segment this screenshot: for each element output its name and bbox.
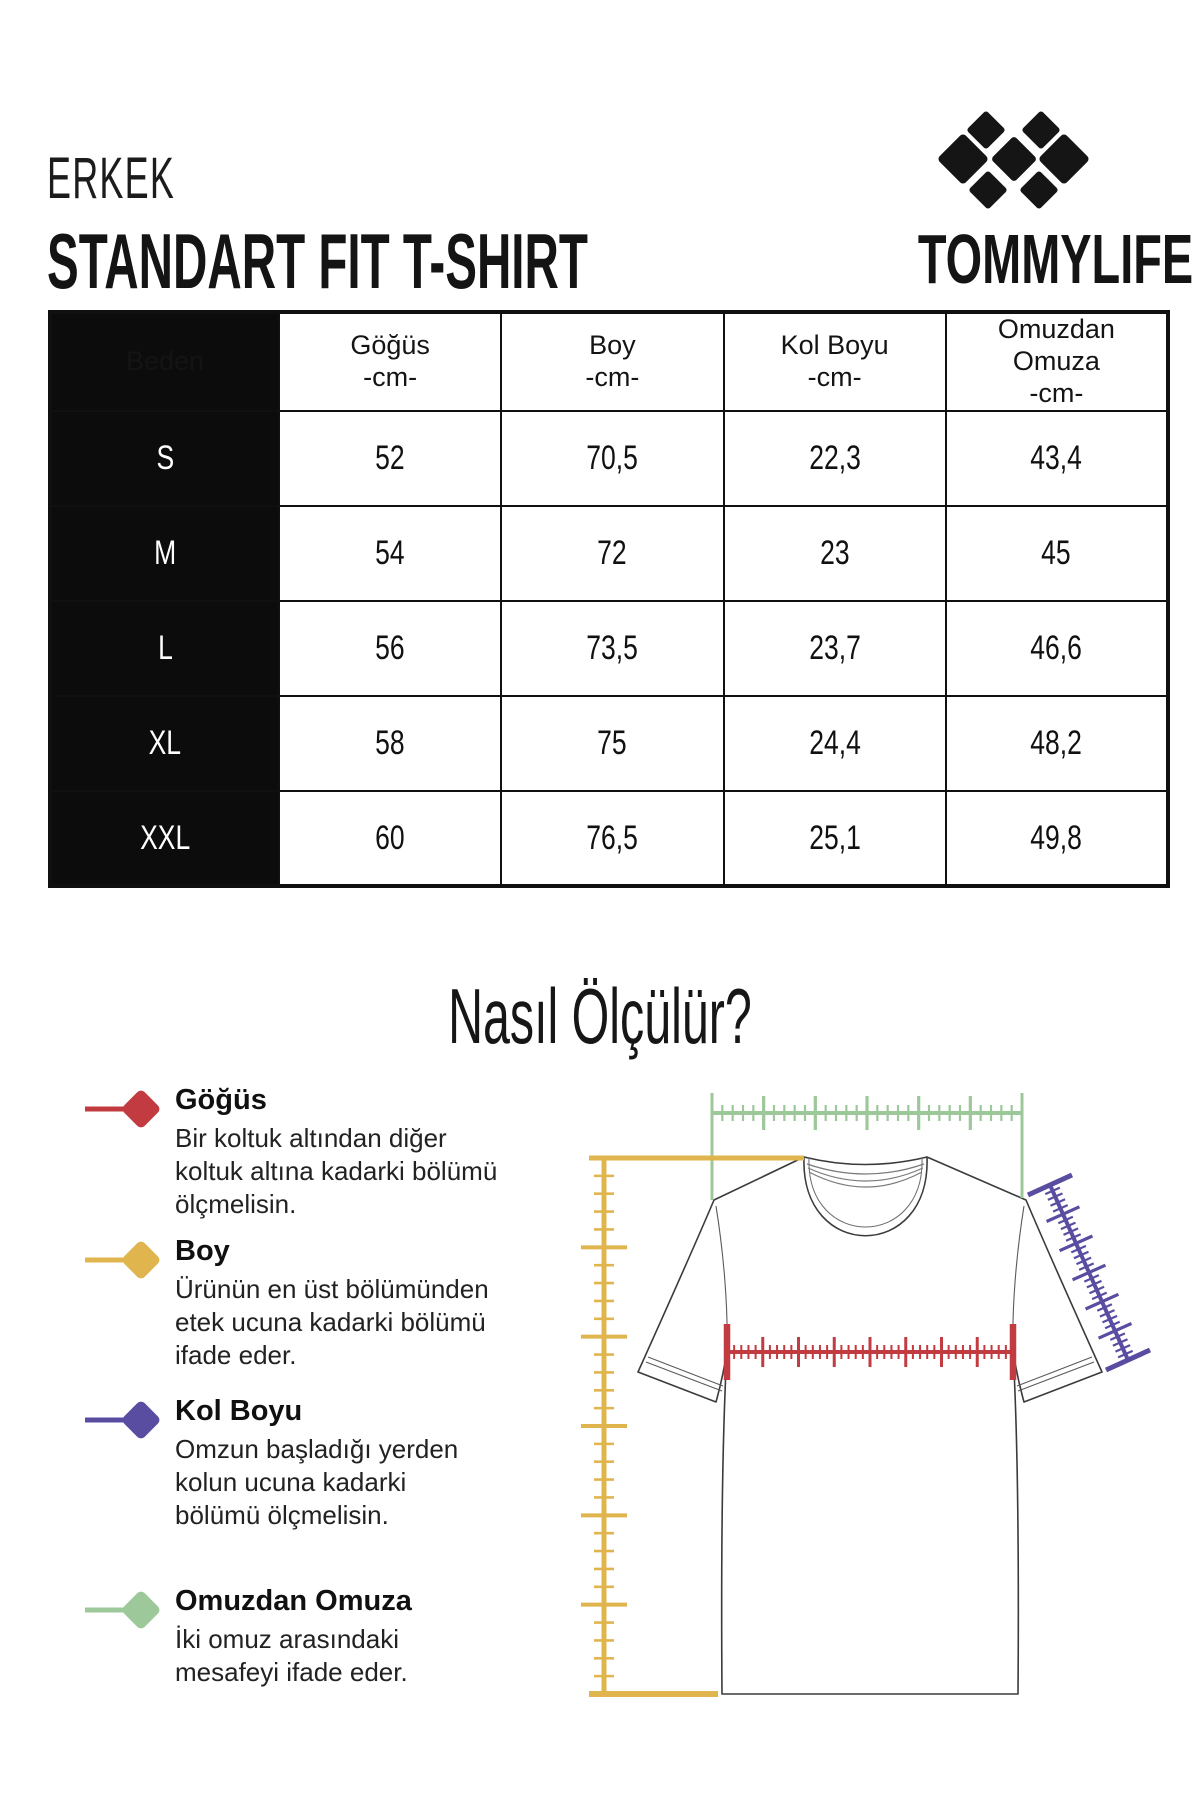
legend-title: Omuzdan Omuza xyxy=(175,1585,412,1617)
size-table xyxy=(48,310,1170,888)
legend-description: Ürünün en üst bölümünden etek ucuna kadarki bölümü ifade eder. xyxy=(175,1273,489,1371)
tshirt-outline xyxy=(638,1157,1102,1694)
legend-description: Omzun başladığı yerden kolun ucuna kadarki bölümü ölçmelisin. xyxy=(175,1433,459,1531)
table-row xyxy=(50,411,1168,506)
table-cell: 72 xyxy=(501,506,723,601)
table-row xyxy=(50,791,1168,886)
page-title: STANDART FIT T-SHIRT xyxy=(47,217,588,305)
table-row xyxy=(50,601,1168,696)
legend-item-boy xyxy=(85,1236,545,1373)
column-header: Boy -cm- xyxy=(501,312,723,411)
size-label: XL xyxy=(50,696,279,791)
table-cell: 76,5 xyxy=(501,791,723,886)
size-label: M xyxy=(50,506,279,601)
legend-description: Bir koltuk altından diğer koltuk altına kadarki bölümü ölçmelisin. xyxy=(175,1122,498,1220)
column-header: Göğüs -cm- xyxy=(279,312,501,411)
table-cell: 23,7 xyxy=(724,601,946,696)
column-header: Omuzdan Omuza -cm- xyxy=(946,312,1168,411)
boy-diamond-icon xyxy=(85,1234,165,1286)
legend-item-gogus xyxy=(85,1085,545,1222)
table-cell: 54 xyxy=(279,506,501,601)
table-cell: 25,1 xyxy=(724,791,946,886)
kol-boyu-diamond-icon xyxy=(85,1394,165,1446)
table-cell: 22,3 xyxy=(724,411,946,506)
table-cell: 43,4 xyxy=(946,411,1168,506)
tshirt-measure-diagram xyxy=(540,1050,1200,1760)
size-label: S xyxy=(50,411,279,506)
table-row xyxy=(50,696,1168,791)
size-label: L xyxy=(50,601,279,696)
table-cell: 24,4 xyxy=(724,696,946,791)
table-cell: 48,2 xyxy=(946,696,1168,791)
table-cell: 60 xyxy=(279,791,501,886)
table-cell: 73,5 xyxy=(501,601,723,696)
table-cell: 52 xyxy=(279,411,501,506)
brand-logo xyxy=(870,100,1194,298)
column-header-beden: Beden xyxy=(50,312,279,411)
table-cell: 75 xyxy=(501,696,723,791)
table-row xyxy=(50,506,1168,601)
legend-title: Boy xyxy=(175,1235,230,1267)
table-cell: 58 xyxy=(279,696,501,791)
product-category: ERKEK xyxy=(47,146,176,211)
table-cell: 23 xyxy=(724,506,946,601)
legend-description: İki omuz arasındaki mesafeyi ifade eder. xyxy=(175,1623,408,1688)
size-table-header-row xyxy=(50,312,1168,411)
legend-title: Göğüs xyxy=(175,1084,267,1116)
gogus-diamond-icon xyxy=(85,1083,165,1135)
size-label: XXL xyxy=(50,791,279,886)
brand-name: TOMMYLIFE xyxy=(917,220,1194,298)
omuzdan-omuza-diamond-icon xyxy=(85,1584,165,1636)
table-cell: 56 xyxy=(279,601,501,696)
table-cell: 49,8 xyxy=(946,791,1168,886)
column-header: Kol Boyu -cm- xyxy=(724,312,946,411)
tommylife-diamonds-icon xyxy=(930,100,1100,212)
table-cell: 46,6 xyxy=(946,601,1168,696)
legend-item-kol-boyu xyxy=(85,1396,545,1533)
table-cell: 45 xyxy=(946,506,1168,601)
measure-section-title: Nasıl Ölçülür? xyxy=(448,972,752,1060)
legend-item-omuzdan-omuza xyxy=(85,1586,545,1689)
table-cell: 70,5 xyxy=(501,411,723,506)
legend-title: Kol Boyu xyxy=(175,1395,303,1427)
